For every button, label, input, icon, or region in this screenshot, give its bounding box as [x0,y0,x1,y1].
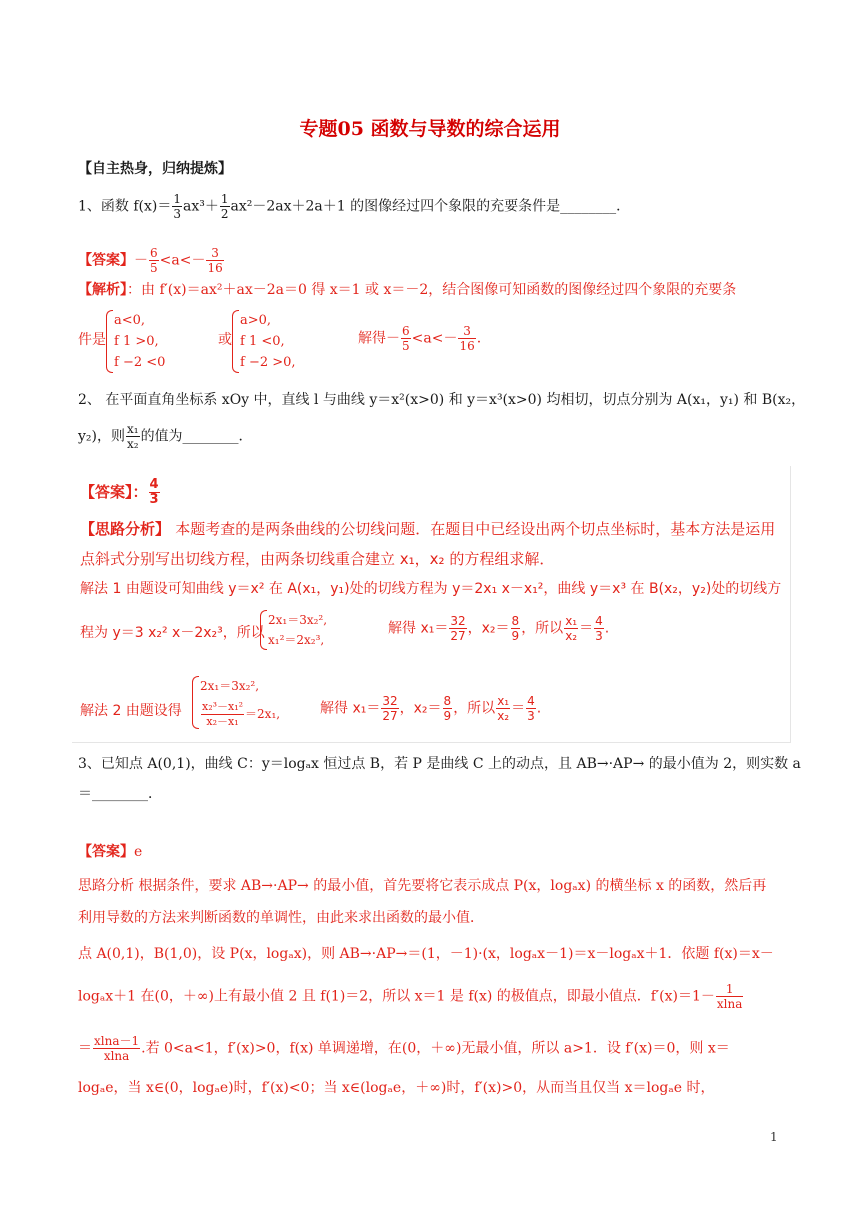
q1-condition-prefix: 件是 [78,332,106,348]
section-heading: 【自主热身，归纳提炼】 [78,161,232,177]
q1-analysis: 【解析】：由 f′(x)＝ax²＋ax－2a＝0 得 x＝1 或 x＝－2，结合图像可知函数的图像经过四个象限的充要条 [78,282,737,298]
q2-method-1-system: 2x₁＝3x₂², x₁²＝2x₂³, [268,610,327,650]
q1-solution: 解得－ $\frac{6}{5}$ <a<－ $\frac{3}{16}$ . [358,324,482,353]
question-2-line-1: 2、 在平面直角坐标系 xOy 中，直线 l 与曲线 y＝x²(x>0) 和 y＝x³(x>0) 均相切，切点分别为 A(x₁，y₁) 和 B(x₂， [78,392,806,408]
page-title: 专题05 函数与导数的综合运用 [299,118,561,140]
q3-analysis-line-2: 利用导数的方法来判断函数的单调性，由此来求出函数的最小值． [78,910,484,926]
q3-answer: 【答案】e [78,844,143,860]
q2-method-1-line-2: 程为 y＝3 x₂² x－2x₂³，所以 [80,625,265,641]
q2-thinking-line-2: 点斜式分别写出切线方程，由两条切线重合建立 x₁，x₂ 的方程组求解． [80,550,555,568]
q3-solution-line-4: logₐe，当 x∈(0，logₐe)时，f′(x)<0；当 x∈(logₐe，＋∞)时，f′(x)>0，从而当且仅当 x＝logₐe 时， [78,1080,715,1096]
q1-condition-system-1: a<0, f 1 >0, f −2 <0 [114,310,165,373]
q1-answer: 【答案】－ $\frac{6}{5}$ <a<－ $\frac{3}{16}$ [78,246,223,275]
q2-method-1-solution: 解得 x₁＝ $\frac{32}{27}$ ，x₂＝ $\frac{8}{9}$ ，所以 $\frac{\text{x₁}}{\text{x₂}}$ ＝ $\frac{4}{3}$ . [388,614,610,643]
q3-solution-line-1: 点 A(0,1)，B(1,0)，设 P(x，logₐx)，则 AB→·AP→＝(1，－1)·(x，logₐx－1)＝x－logₐx＋1．依题 f(x)＝x－ [78,946,774,962]
question-3-line-2: ＝________． [78,786,162,802]
question-3-line-1: 3、已知点 A(0,1)，曲线 C：y＝logₐx 恒过点 B，若 P 是曲线 C 上的动点，且 AB→·AP→ 的最小值为 2，则实数 a [78,756,801,772]
page-number: 1 [770,1130,778,1144]
q2-thinking: 【思路分析】 本题考查的是两条曲线的公切线问题．在题目中已经设出两个切点坐标时，基本方法是运用 [80,520,776,538]
q2-answer: 【答案】： $\frac{4}{3}$ [80,477,159,507]
q2-method-2-system: 2x₁＝3x₂², $\frac{\text{x₂³－x₁²}}{\text{x₂－x₁}}$ ＝2x₁, [200,676,280,729]
question-1: 1、函数 f(x)＝ $\frac{1}{3}$ ax³＋ $\frac{1}{2}$ ax²－2ax＋2a＋1 的图像经过四个象限的充要条件是________． [78,192,631,221]
q3-solution-line-2: logₐx＋1 在(0，＋∞)上有最小值 2 且 f(1)＝2，所以 x＝1 是 f(x) 的极值点，即最小值点．f′(x)＝1－ $\frac{1}{xlna}$ [78,982,743,1011]
q2-method-2: 解法 2 由题设得 [80,703,182,719]
question-2-line-2: y₂)，则 $\frac{\text{x₁}}{\text{x₂}}$ 的值为________． [78,422,253,451]
q3-solution-line-3: ＝ $\frac{xlna-1}{xlna}$ .若 0<a<1，f′(x)>0，f(x) 单调递增，在(0，＋∞)无最小值，所以 a>1．设 f′(x)＝0，则 x＝ [78,1034,730,1063]
q3-analysis-line-1: 思路分析 根据条件，要求 AB→·AP→ 的最小值，首先要将它表示成点 P(x，logₐx) 的横坐标 x 的函数，然后再 [78,878,767,894]
q2-method-2-solution: 解得 x₁＝ $\frac{32}{27}$ ，x₂＝ $\frac{8}{9}$ ，所以 $\frac{\text{x₁}}{\text{x₂}}$ ＝ $\frac{4}{3}$ . [320,694,542,723]
q1-condition-system-2: a>0, f 1 <0, f −2 >0, [240,310,296,373]
q1-or: 或 [218,332,232,348]
q2-method-1-line-1: 解法 1 由题设可知曲线 y＝x² 在 A(x₁，y₁)处的切线方程为 y＝2x₁ x－x₁²，曲线 y＝x³ 在 B(x₂，y₂)处的切线方 [80,581,782,597]
